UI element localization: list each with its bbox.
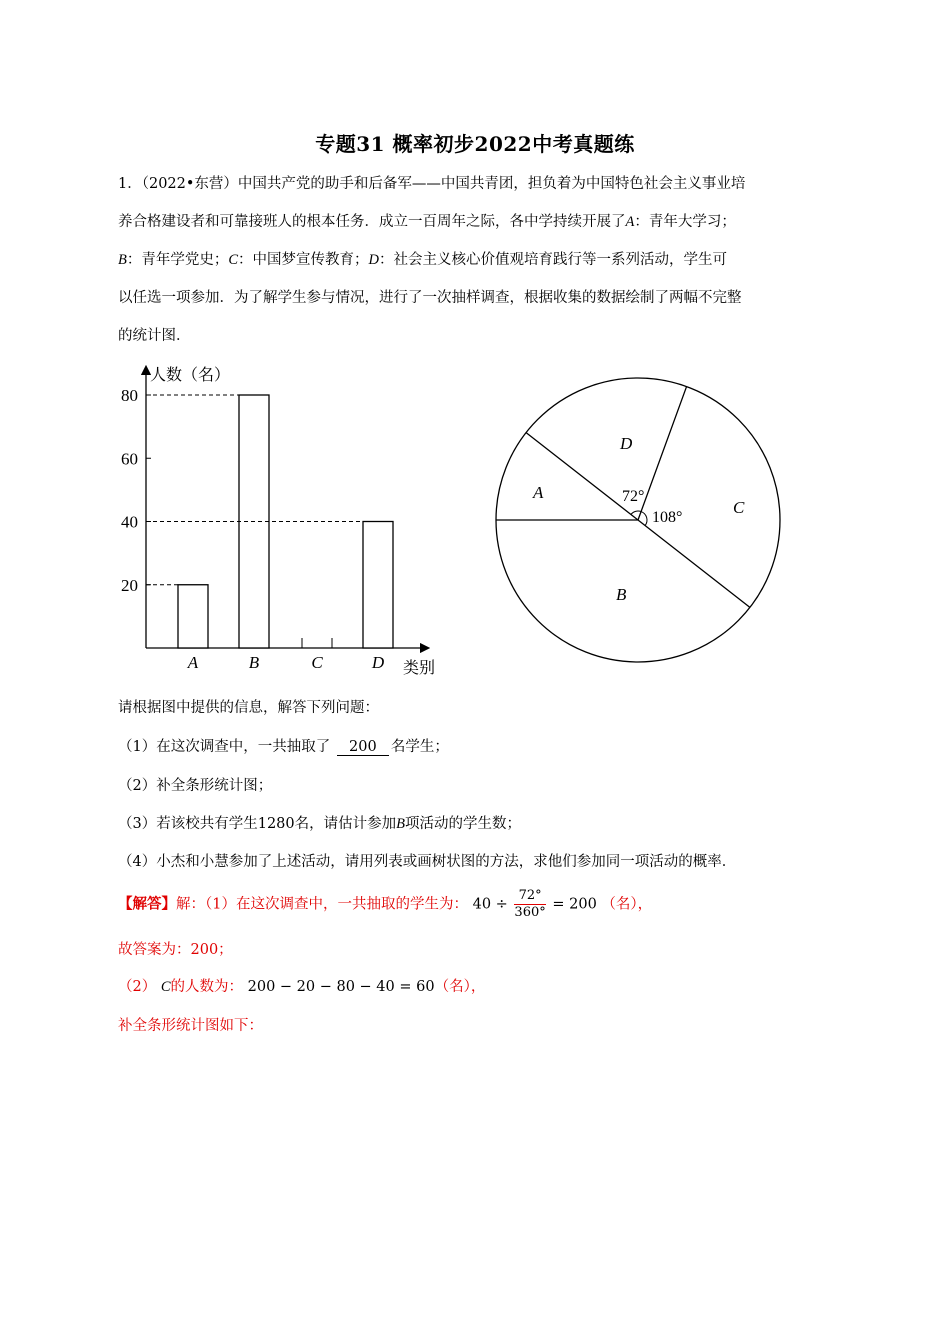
pie-label-d: D <box>620 434 633 453</box>
fraction-numerator: 72° <box>514 888 545 905</box>
label-b: B <box>118 252 127 268</box>
x-tick-label-a: A <box>187 653 199 672</box>
activity-c: ：中国梦宣传教育； <box>238 252 369 268</box>
y-tick-label: 20 <box>121 575 138 595</box>
answer-2-mid: 的人数为： <box>170 979 244 995</box>
question-3 <box>118 812 521 833</box>
bar-d <box>363 522 393 649</box>
pie-chart <box>490 350 790 675</box>
x-tick-label-d: D <box>371 653 385 672</box>
pie-label-a: A <box>533 483 544 502</box>
question-line-3 <box>118 248 727 269</box>
question-line-5: 的统计图． <box>118 328 191 344</box>
angle-label-108: 108° <box>652 509 683 526</box>
answer-2-lead: （2） <box>118 979 157 995</box>
question-line-2-tail: ：青年大学习； <box>634 214 736 230</box>
question-line-1: 1．（2022•东营）中国共产党的助手和后备军——中国共青团，担负着为中国特色社会主义事业培 <box>118 176 746 192</box>
answer-2-tail: （名）， <box>434 979 486 995</box>
answer-2 <box>118 975 485 996</box>
y-tick-label: 80 <box>121 386 138 405</box>
angle-label-72: 72° <box>622 488 645 505</box>
fraction <box>514 888 545 921</box>
x-tick-label-c: C <box>311 653 323 672</box>
pie-label-c: C <box>733 498 745 517</box>
answer-1-expr-b: = 200 <box>552 896 597 913</box>
page-title: 专题31 概率初步2022中考真题练 <box>315 132 635 156</box>
question-line-2 <box>118 210 736 231</box>
question-2: （2）补全条形统计图； <box>118 778 273 794</box>
y-axis-label: 人数（名） <box>150 367 231 384</box>
answer-1-expr-a: 40 ÷ <box>472 896 508 913</box>
question-1-tail: 名学生； <box>390 739 449 755</box>
x-axis-label: 类别 <box>403 660 436 677</box>
activity-b: ：青年学党史； <box>126 252 229 268</box>
question-1 <box>118 735 449 756</box>
answer-tag: 【解答】 <box>118 895 176 913</box>
answer-2-final: 补全条形统计图如下： <box>118 1018 263 1034</box>
y-tick-label: 40 <box>121 512 138 532</box>
x-tick-label-b: B <box>248 653 260 672</box>
answer-1 <box>118 888 652 921</box>
question-3-text: （3）若该校共有学生1280名，请估计参加 <box>118 816 397 832</box>
bar-a <box>178 585 208 648</box>
question-line-4: 以任选一项参加．为了解学生参与情况，进行了一次抽样调查，根据收集的数据绘制了两幅不完整 <box>118 290 742 306</box>
question-4: （4）小杰和小慧参加了上述活动，请用列表或画树状图的方法，求他们参加同一项活动的概率． <box>118 854 737 870</box>
answer-blank: 200 <box>337 739 389 756</box>
question-line-2-text: 养合格建设者和可靠接班人的根本任务．成立一百周年之际，各中学持续开展了 <box>118 214 626 230</box>
answer-2-expr: 200 − 20 − 80 − 40 = 60 <box>247 979 435 995</box>
bar-chart <box>100 350 450 685</box>
bar-layer <box>121 370 425 672</box>
pie-layer <box>496 378 780 662</box>
fraction-denominator: 360° <box>514 905 546 920</box>
answer-1-conclusion: 故答案为：200； <box>118 942 233 958</box>
y-tick-label: 60 <box>121 449 138 469</box>
activity-d: ：社会主义核心价值观培育践行等一系列活动，学生可 <box>379 252 728 268</box>
question-3-label-b: B <box>396 816 405 832</box>
pie-label-b: B <box>616 585 627 604</box>
label-c: C <box>228 252 239 268</box>
answer-1-tail: （名）， <box>601 896 653 913</box>
label-a: A <box>625 214 635 230</box>
answer-1-lead: 解：（1）在这次调查中，一共抽取的学生为： <box>176 896 468 913</box>
question-1-text: （1）在这次调查中，一共抽取了 <box>118 739 331 755</box>
question-3-tail: 项活动的学生数； <box>405 816 521 832</box>
answer-2-label-c: C <box>160 979 171 995</box>
label-d: D <box>368 252 380 268</box>
instruction-text: 请根据图中提供的信息，解答下列问题： <box>118 700 379 716</box>
